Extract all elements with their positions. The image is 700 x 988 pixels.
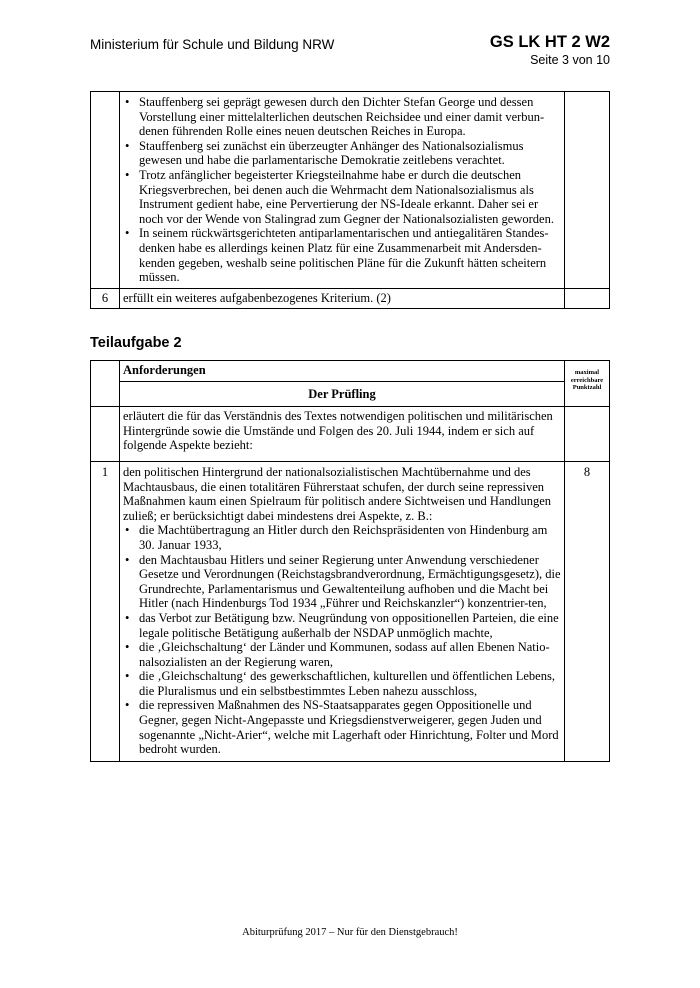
table-row bbox=[91, 407, 610, 462]
table-row bbox=[91, 92, 610, 289]
points-cell bbox=[565, 92, 610, 289]
row-number-cell bbox=[91, 92, 120, 289]
section-title: Teilaufgabe 2 bbox=[90, 335, 182, 351]
page-number: Seite 3 von 10 bbox=[530, 53, 610, 67]
criteria-cell bbox=[120, 92, 565, 289]
table-header-row bbox=[91, 381, 610, 407]
intro-cell: erläutert die für das Verständnis des Textes notwendigen politischen und militärischen Hintergründe sowie die Umstände und Folgen des 20. Juli 1944, indem er sich auf folgende Aspekte bezieht: bbox=[120, 407, 565, 462]
list-item: • die ‚Gleichschaltung‘ des gewerkschaftlichen, kulturellen und öffentlichen Lebens, die Pluralismus und ein selbstbestimmtes Leben nahezu ausschloss, bbox=[123, 669, 561, 698]
row-number-cell: 6 bbox=[91, 288, 120, 309]
criteria-cell bbox=[120, 461, 565, 761]
bullet-list bbox=[123, 95, 561, 285]
list-item: • das Verbot zur Betätigung bzw. Neugründung von oppositionellen Parteien, die eine legale politische Betätigung außerhalb der NSDAP unmöglich machte, bbox=[123, 611, 561, 640]
row-number-cell bbox=[91, 407, 120, 462]
list-item: • Stauffenberg sei geprägt gewesen durch den Dichter Stefan George und dessen Vorstellung einer mittelalterlichen deutschen Reichsidee und einer damit verbun-denen führenden Rolle eines neuen deutschen Reiches in Europa. bbox=[123, 95, 561, 139]
criteria-cell: erfüllt ein weiteres aufgabenbezogenes Kriterium. (2) bbox=[120, 288, 565, 309]
list-item: • den Machtausbau Hitlers und seiner Regierung unter Anwendung verschiedener Gesetze und Verordnungen (Reichstagsbrandverordnung, Ermächtigungsgesetz), die Grundrechte, Parlamentarismus und Gewaltenteilung aufhoben und die Macht bei Hitler (nach Hindenburgs Tod 1934 „Führer und Reichskanzler“) konzentrier-ten, bbox=[123, 553, 561, 611]
list-item: • die repressiven Maßnahmen des NS-Staatsapparates gegen Oppositionelle und Gegner, gegen Nicht-Angepasste und Kriegsdienstverweigerer, gegen Juden und sogenannte „Nicht-Arier“, welche mit Lagerhaft oder Hinrichtung, Folter und Mord bedroht wurden. bbox=[123, 698, 561, 756]
anforderungen-header: Anforderungen bbox=[120, 361, 565, 382]
bullet-list bbox=[123, 523, 561, 757]
list-item: • In seinem rückwärtsgerichteten antiparlamentarischen und antiegalitären Standes-denken habe es allerdings keinen Platz für eine Zusammenarbeit mit Andersden-kenden gegeben, weshalb seine politischen Pläne für die Zukunft hätten scheitern müssen. bbox=[123, 226, 561, 284]
row-number-cell: 1 bbox=[91, 461, 120, 761]
table-row bbox=[91, 461, 610, 761]
criteria-table-1 bbox=[90, 91, 610, 309]
max-points-header: maximal erreichbare Punktzahl bbox=[565, 361, 610, 407]
points-cell: 8 bbox=[565, 461, 610, 761]
criteria-text: den politischen Hintergrund der nationalsozialistischen Machtübernahme und des Machtausbaus, die einen totalitären Führerstaat schufen, der durch seine repressiven Maßnahmen kaum einen Spielraum für politisch andere Sichtweisen und Handlungen zuließ; er berücksichtigt dabei mindestens drei Aspekte, z. B.: bbox=[123, 464, 552, 523]
list-item: • Stauffenberg sei zunächst ein überzeugter Anhänger des Nationalsozialismus gewesen und habe die parlamentarische Demokratie zeitlebens verachtet. bbox=[123, 139, 561, 168]
table-header-row bbox=[91, 361, 610, 382]
table-row bbox=[91, 288, 610, 309]
footer-note: Abiturprüfung 2017 – Nur für den Dienstgebrauch! bbox=[242, 927, 458, 938]
document-header-right bbox=[490, 33, 610, 68]
ministry-name: Ministerium für Schule und Bildung NRW bbox=[90, 37, 335, 52]
list-item: • die Machtübertragung an Hitler durch den Reichspräsidenten von Hindenburg am 30. Januar 1933, bbox=[123, 523, 561, 552]
row-number-cell bbox=[91, 361, 120, 407]
points-cell bbox=[565, 407, 610, 462]
points-cell bbox=[565, 288, 610, 309]
list-item: • Trotz anfänglicher begeisterter Kriegsteilnahme habe er durch die deutschen Kriegsverbrechen, bei denen auch die Wehrmacht dem Nationalsozialismus als Instrument gedient habe, eine Pervertierung der NS-Ideale erkannt. Daher sei er noch vor der Wende von Stalingrad zum Gegner der Nationalsozialisten geworden. bbox=[123, 168, 561, 226]
exam-code: GS LK HT 2 W2 bbox=[489, 33, 610, 51]
criteria-table-2 bbox=[90, 360, 610, 762]
pruefling-header: Der Prüfling bbox=[120, 381, 565, 407]
list-item: • die ‚Gleichschaltung‘ der Länder und Kommunen, sodass auf allen Ebenen Natio-nalsozialisten an der Regierung waren, bbox=[123, 640, 561, 669]
